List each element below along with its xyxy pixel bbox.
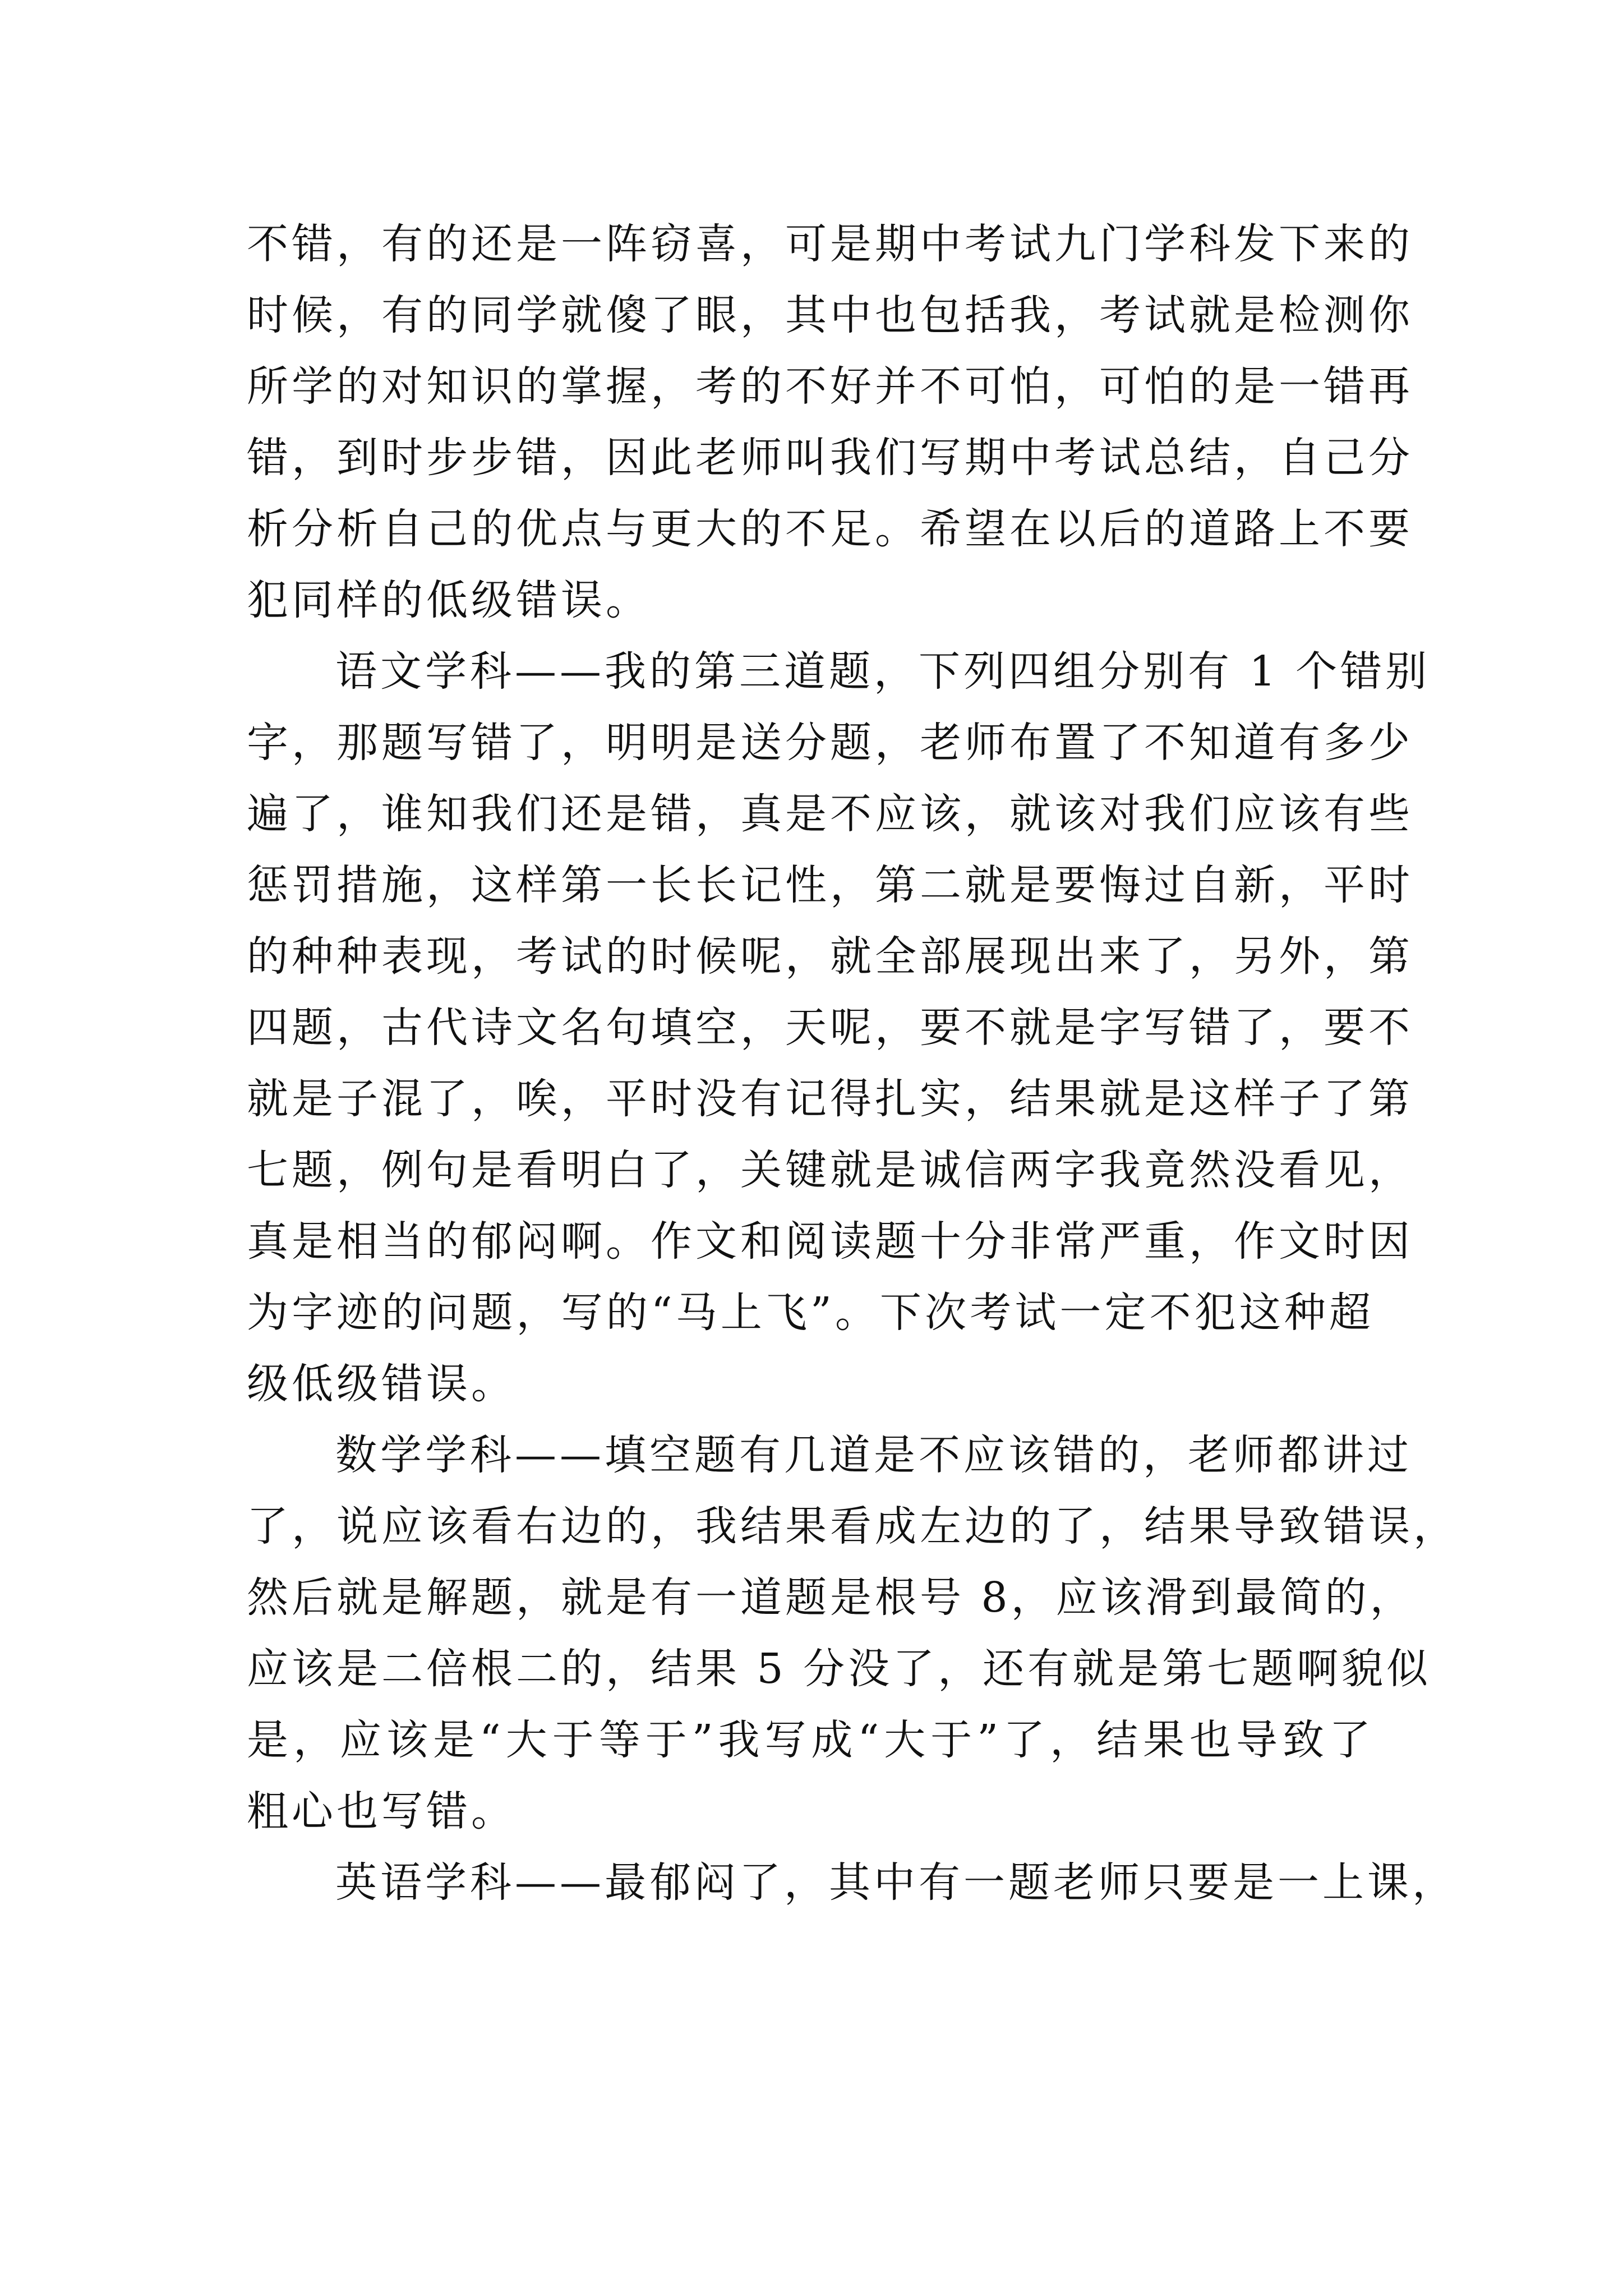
text-line: 所学的对知识的掌握，考的不好并不可怕，可怕的是一错再: [247, 362, 1413, 411]
text-line: 英语学科——最郁闷了，其中有一题老师只要是一上课，: [335, 1858, 1457, 1907]
text-line: 是，应该是“大于等于”我写成“大于”了，结果也导致了: [247, 1716, 1374, 1764]
text-line: 就是子混了，唉，平时没有记得扎实，结果就是这样子了第: [247, 1075, 1413, 1123]
text-line: 粗心也写错。: [247, 1787, 516, 1835]
text-line: 真是相当的郁闷啊。作文和阅读题十分非常严重，作文时因: [247, 1217, 1413, 1266]
text-line: 时候，有的同学就傻了眼，其中也包括我，考试就是检测你: [247, 291, 1413, 339]
text-line: 不错，有的还是一阵窃喜，可是期中考试九门学科发下来的: [247, 220, 1413, 268]
text-line: 七题，例句是看明白了，关键就是诚信两字我竟然没看见，: [247, 1146, 1413, 1194]
text-line: 四题，古代诗文名句填空，天呢，要不就是字写错了，要不: [247, 1004, 1413, 1052]
text-line: 数学学科——填空题有几道是不应该错的，老师都讲过: [335, 1431, 1412, 1479]
text-line: 犯同样的低级错误。: [247, 576, 651, 624]
text-line: 错，到时步步错，因此老师叫我们写期中考试总结，自己分: [247, 434, 1413, 482]
text-line: 级低级错误。: [247, 1360, 516, 1408]
text-line: 的种种表现，考试的时候呢，就全部展现出来了，另外，第: [247, 932, 1413, 981]
text-line: 语文学科——我的第三道题，下列四组分别有 1 个错别: [335, 647, 1431, 696]
text-line: 析分析自己的优点与更大的不足。希望在以后的道路上不要: [247, 505, 1413, 553]
text-line: 遍了，谁知我们还是错，真是不应该，就该对我们应该有些: [247, 790, 1413, 838]
document-body: [247, 209, 1458, 1918]
text-line: 然后就是解题，就是有一道题是根号 8，应该滑到最简的，: [247, 1573, 1415, 1622]
text-line: 应该是二倍根二的，结果 5 分没了，还有就是第七题啊貌似: [247, 1645, 1432, 1693]
text-line: 惩罚措施，这样第一长长记性，第二就是要悔过自新，平时: [247, 861, 1413, 909]
text-line: 字，那题写错了，明明是送分题，老师布置了不知道有多少: [247, 719, 1413, 767]
text-line: 了，说应该看右边的，我结果看成左边的了，结果导致错误，: [247, 1502, 1458, 1550]
text-line: 为字迹的问题，写的“马上飞”。下次考试一定不犯这种超: [247, 1289, 1374, 1337]
